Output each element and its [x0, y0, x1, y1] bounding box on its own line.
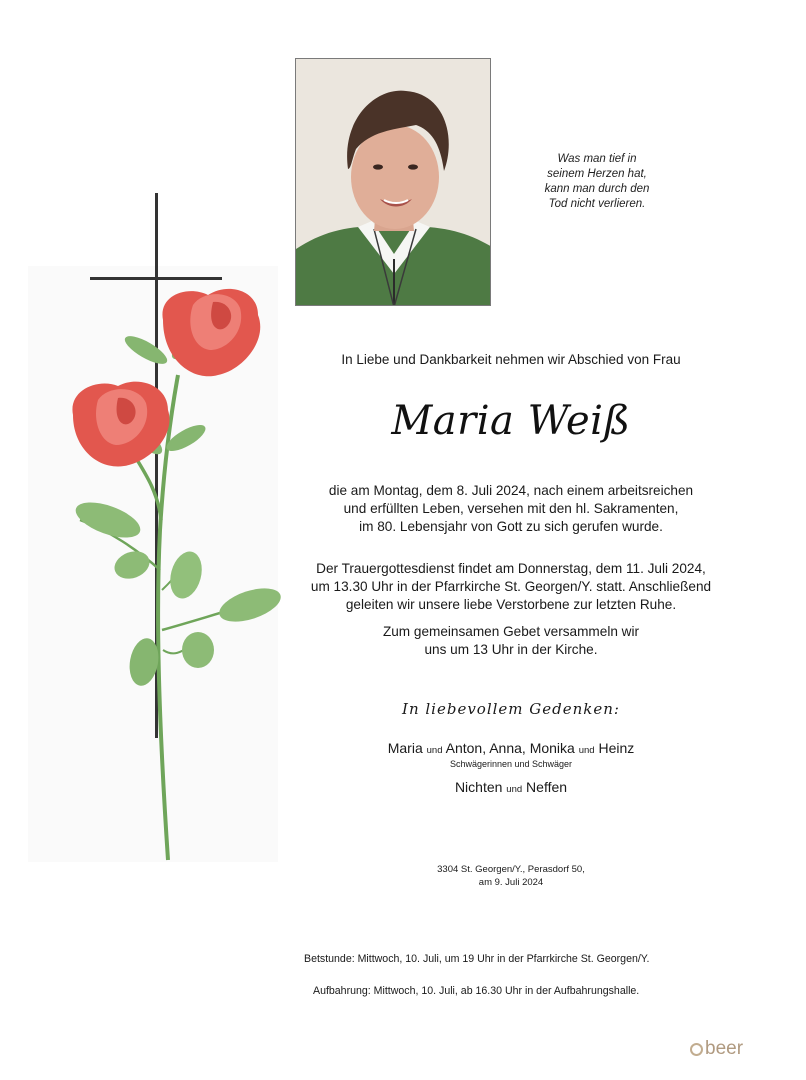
- quote-line: kann man durch den: [544, 183, 650, 195]
- leaf: [111, 547, 154, 584]
- paragraph-line: im 80. Lebensjahr von Gott zu sich gerufen wurde.: [359, 519, 663, 534]
- dandelion-icon: [690, 1043, 703, 1056]
- quote-line: Was man tief in: [557, 153, 637, 165]
- paragraph-line: uns um 13 Uhr in der Kirche.: [424, 642, 598, 657]
- deceased-name: Maria Weiß: [391, 398, 631, 444]
- leaf: [215, 582, 285, 628]
- portrait-photo: [295, 58, 491, 306]
- conjunction: und: [506, 784, 523, 795]
- funeral-service-paragraph: [296, 560, 726, 614]
- paragraph-line: Der Trauergottesdienst findet am Donnerstag, dem 11. Juli 2024,: [316, 561, 706, 576]
- paragraph-line: geleiten wir unsere liebe Verstorbene zur letzten Ruhe.: [345, 597, 677, 612]
- portrait-image: [296, 59, 491, 306]
- memoriam-heading: In liebevollem Gedenken:: [402, 700, 620, 718]
- leaf: [165, 548, 206, 602]
- mourners-line-2: [296, 779, 726, 795]
- mourner-name: Nichten: [454, 779, 503, 795]
- address-date: am 9. Juli 2024: [478, 877, 544, 888]
- mourners-relation-note: Schwägerinnen und Schwäger: [449, 759, 573, 769]
- leaf: [121, 331, 171, 369]
- paragraph-line: die am Montag, dem 8. Juli 2024, nach einem arbeitsreichen: [328, 483, 694, 498]
- cross-and-roses-illustration: [28, 190, 288, 870]
- mourner-name: Heinz: [598, 740, 635, 756]
- conjunction: und: [426, 745, 443, 756]
- paragraph-line: und erfüllten Leben, versehen mit den hl. Sakramenten,: [343, 501, 679, 516]
- memorial-quote: [522, 152, 672, 212]
- mourners-line-1: [296, 740, 726, 756]
- cross-horizontal-bar: [90, 277, 222, 280]
- beer-logo: [690, 1038, 743, 1060]
- address-block: [296, 863, 726, 889]
- intro-text: In Liebe und Dankbarkeit nehmen wir Abschied von Frau: [341, 352, 681, 367]
- paragraph-line: um 13.30 Uhr in der Pfarrkirche St. Georgen/Y. statt. Anschließend: [310, 579, 712, 594]
- death-notice-paragraph: [296, 482, 726, 536]
- leaf: [71, 495, 144, 545]
- address-line: 3304 St. Georgen/Y., Perasdorf 50,: [437, 864, 585, 875]
- rose-upper: [162, 289, 260, 376]
- prayer-paragraph: [296, 623, 726, 659]
- quote-line: seinem Herzen hat,: [547, 168, 647, 180]
- conjunction: und: [578, 745, 595, 756]
- mourner-name: Neffen: [526, 779, 568, 795]
- leaf: [182, 632, 214, 668]
- mourner-name: Maria: [387, 740, 423, 756]
- prayer-hour-notice: Betstunde: Mittwoch, 10. Juli, um 19 Uhr in der Pfarrkirche St. Georgen/Y.: [304, 953, 650, 965]
- logo-text: beer: [705, 1038, 744, 1059]
- viewing-notice: Aufbahrung: Mittwoch, 10. Juli, ab 16.30 Uhr in der Aufbahrungshalle.: [313, 985, 640, 997]
- mourner-names: Anton, Anna, Monika: [445, 740, 575, 756]
- quote-line: Tod nicht verlieren.: [548, 198, 646, 210]
- paragraph-line: Zum gemeinsamen Gebet versammeln wir: [382, 624, 640, 639]
